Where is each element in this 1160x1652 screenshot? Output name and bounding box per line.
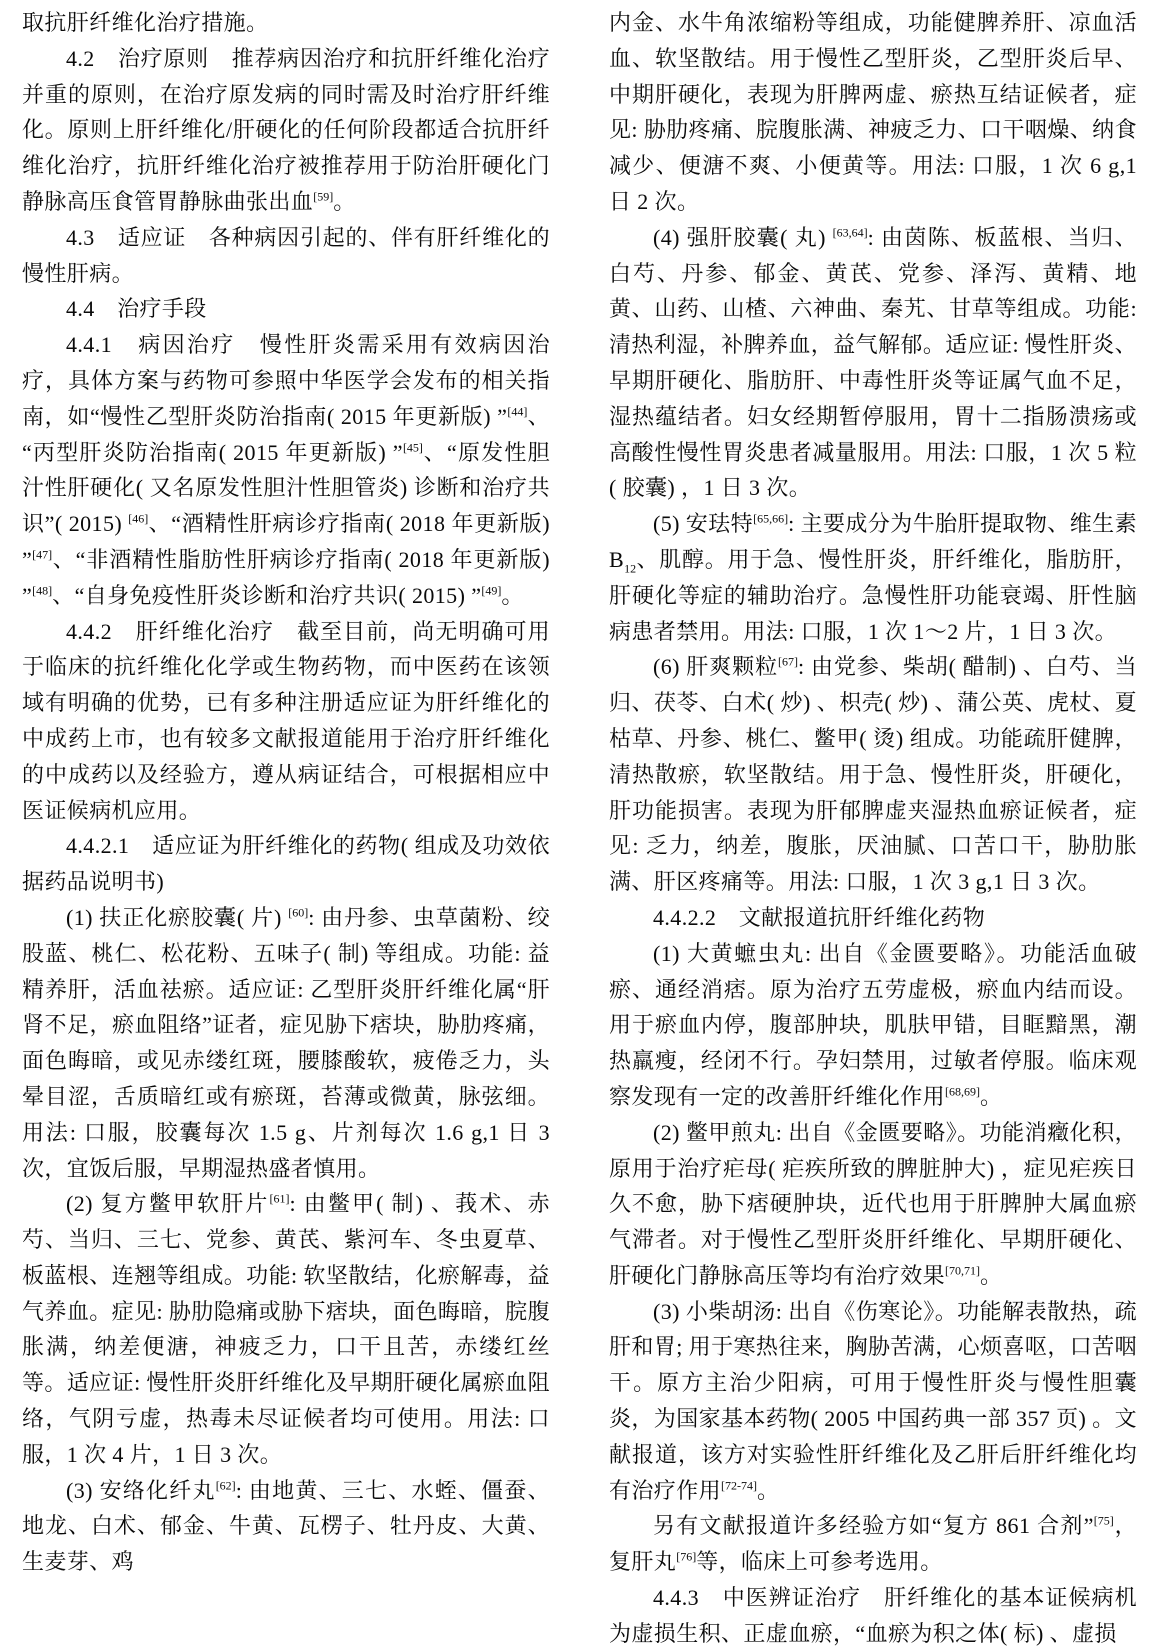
paragraph: 另有文献报道许多经验方如“复方 861 合剂”[75]，复肝丸[76]等，临床上可参考选用。 (609, 1513, 1137, 1575)
reference-citation: [47] (32, 547, 53, 562)
reference-citation: [72-74] (721, 1478, 758, 1493)
paragraph: 4.3 适应证 各种病因引起的、伴有肝纤维化的慢性肝病。 (22, 224, 550, 286)
paragraph: 4.4.2 肝纤维化治疗 截至目前，尚无明确可用于临床的抗纤维化化学或生物药物，而中医药在该领域有明确的优势，已有多种注册适应证为肝纤维化的中成药上市，也有较多文献报道能用于治疗肝纤维化的中成药以及经验方，遵从病证结合，可根据相应中医证候病机应用。 (22, 618, 550, 823)
reference-citation: [48] (32, 583, 53, 598)
reference-citation: [62] (215, 1478, 236, 1493)
reference-citation: [46] (128, 511, 149, 526)
left-column (22, 5, 550, 1582)
paragraph: 内金、水牛角浓缩粉等组成，功能健脾养肝、凉血活血、软坚散结。用于慢性乙型肝炎，乙型肝炎后早、中期肝硬化，表现为肝脾两虚、瘀热互结证候者，症见: 胁肋疼痛、脘腹胀满、神疲乏力、口干咽燥、纳食减少、便溏不爽、小便黄等。用法: 口服，1 次 6 g,1 日 2 次。 (609, 10, 1137, 214)
reference-citation: [67] (778, 655, 799, 670)
paragraph: (2) 复方鳖甲软肝片[61]: 由鳖甲( 制) 、莪术、赤芍、当归、三七、党参、黄芪、紫河车、冬虫夏草、板蓝根、连翘等组成。功能: 软坚散结，化瘀解毒，益气养血。症见: 胁肋隐痛或胁下痞块，面色晦暗，脘腹胀满，纳差便溏，神疲乏力，口干且苦，赤缕红丝等。适应证: 慢性肝炎肝纤维化及早期肝硬化属瘀血阻络，气阴亏虚，热毒未尽证候者均可使用。用法: 口服，1 次 4 片，1 日 3 次。 (22, 1191, 551, 1467)
reference-citation: [60] (288, 905, 309, 920)
reference-citation: [44] (507, 404, 528, 419)
paragraph: 4.4.3 中医辨证治疗 肝纤维化的基本证候病机为虚损生积、正虚血瘀，“血瘀为积之体( 标) 、虚损 (609, 1585, 1137, 1646)
reference-citation: [70,71] (945, 1263, 981, 1278)
reference-citation: [65,66] (753, 511, 789, 526)
paragraph: 4.4.2.1 适应证为肝纤维化的药物( 组成及功效依据药品说明书) (22, 833, 550, 895)
reference-citation: [76] (676, 1549, 697, 1564)
reference-citation: [63,64] (832, 225, 868, 240)
paragraph: 4.4.2.2 文献报道抗肝纤维化药物 (653, 904, 986, 930)
paragraph: (3) 小柴胡汤: 出自《伤寒论》。功能解表散热，疏肝和胃; 用于寒热往来，胸胁苦满，心烦喜呕，口苦咽干。原方主治少阳病，可用于慢性肝炎与慢性胆囊炎，为国家基本药物( 2005 中国药典一部 357 页) 。文献报道，该方对实验性肝纤维化及乙肝后肝纤维化均有治疗作用[72-74]。 (609, 1298, 1137, 1503)
paragraph: (1) 扶正化瘀胶囊( 片) [60]: 由丹参、虫草菌粉、绞股蓝、桃仁、松花粉、五味子( 制) 等组成。功能: 益精养肝，活血祛瘀。适应证: 乙型肝炎肝纤维化属“肝肾不足，瘀血阻络”证者，症见胁下痞块，胁肋疼痛，面色晦暗，或见赤缕红斑，腰膝酸软，疲倦乏力，头晕目涩，舌质暗红或有瘀斑，苔薄或微黄，脉弦细。用法: 口服，胶囊每次 1.5 g、片剂每次 1.6 g,1 日 3 次，宜饭后服，早期湿热盛者慎用。 (22, 904, 550, 1181)
paragraph: 取抗肝纤维化治疗措施。 (22, 10, 269, 35)
paragraph: (1) 大黄蟅虫丸: 出自《金匮要略》。功能活血破瘀、通经消痞。原为治疗五劳虚极，瘀血内结而设。用于瘀血内停，腹部肿块，肌肤甲错，目眶黯黑，潮热羸瘦，经闭不行。孕妇禁用，过敏者停服。临床观察发现有一定的改善肝纤维化作用[68,69]。 (609, 940, 1137, 1109)
paragraph: 4.4.1 病因治疗 慢性肝炎需采用有效病因治疗，具体方案与药物可参照中华医学会发布的相关指南，如“慢性乙型肝炎防治指南( 2015 年更新版) ”[44]、“丙型肝炎防治指南( 2015 年更新版) ”[45]、“原发性胆汁性肝硬化( 又名原发性胆汁性胆管炎) 诊断和治疗共识”( 2015) [46]、“酒精性肝病诊疗指南( 2018 年更新版) ”[47]、“非酒精性脂肪性肝病诊疗指南( 2018 年更新版) ”[48]、“自身免疫性肝炎诊断和治疗共识( 2015) ”[49]。 (22, 332, 551, 608)
reference-citation: [45] (402, 440, 423, 455)
reference-citation: [59] (313, 189, 334, 204)
reference-citation: [49] (481, 583, 502, 598)
reference-citation: [61] (269, 1191, 290, 1206)
reference-citation: [68,69] (945, 1084, 981, 1099)
paragraph: 4.4 治疗手段 (66, 296, 207, 322)
paragraph: 4.2 治疗原则 推荐病因治疗和抗肝纤维化治疗并重的原则，在治疗原发病的同时需及时治疗肝纤维化。原则上肝纤维化/肝硬化的任何阶段都适合抗肝纤维化治疗，抗肝纤维化治疗被推荐用于防治肝硬化门静脉高压食管胃静脉曲张出血[59]。 (22, 45, 550, 214)
right-column (609, 5, 1138, 1646)
paragraph: (5) 安珐特[65,66]: 主要成分为牛胎肝提取物、维生素 $B_{12}$、肌醇。用于急、慢性肝炎，肝纤维化，脂肪肝，肝硬化等症的辅助治疗。急慢性肝功能衰竭、肝性脑病患者禁用。用法: 口服，1 次 1～2 片，1 日 3 次。 (609, 511, 1138, 644)
paragraph: (4) 强肝胶囊( 丸) [63,64]: 由茵陈、板蓝根、当归、白芍、丹参、郁金、黄芪、党参、泽泻、黄精、地黄、山药、山楂、六神曲、秦艽、甘草等组成。功能: 清热利湿，补脾养血，益气解郁。适应证: 慢性肝炎、早期肝硬化、脂肪肝、中毒性肝炎等证属气血不足，湿热蕴结者。妇女经期暂停服用，胃十二指肠溃疡或高酸性慢性胃炎患者减量服用。用法: 口服，1 次 5 粒( 胶囊) ，1 日 3 次。 (609, 224, 1137, 501)
paragraph: (2) 鳖甲煎丸: 出自《金匮要略》。功能消癥化积，原用于治疗疟母( 疟疾所致的脾脏肿大) ，症见疟疾日久不愈，胁下痞硬肿块，近代也用于肝脾肿大属血瘀气滞者。对于慢性乙型肝炎肝纤维化、早期肝硬化、肝硬化门静脉高压等均有治疗效果[70,71]。 (609, 1119, 1137, 1288)
paragraph: (3) 安络化纤丸[62]: 由地黄、三七、水蛭、僵蚕、地龙、白术、郁金、牛黄、瓦楞子、牡丹皮、大黄、生麦芽、鸡 (22, 1477, 550, 1575)
reference-citation: [75] (1093, 1514, 1114, 1529)
subscript-text: 12 (624, 561, 637, 576)
paragraph: (6) 肝爽颗粒[67]: 由党参、柴胡( 醋制) 、白芍、当归、茯苓、白术( 炒) 、枳壳( 炒) 、蒲公英、虎杖、夏枯草、丹参、桃仁、鳖甲( 烫) 组成。功能疏肝健脾，清热散瘀，软坚散结。用于急、慢性肝炎，肝硬化，肝功能损害。表现为肝郁脾虚夹湿热血瘀证候者，症见: 乏力，纳差，腹胀，厌油腻、口苦口干，胁肋胀满、肝区疼痛等。用法: 口服，1 次 3 g,1 日 3 次。 (609, 654, 1137, 895)
